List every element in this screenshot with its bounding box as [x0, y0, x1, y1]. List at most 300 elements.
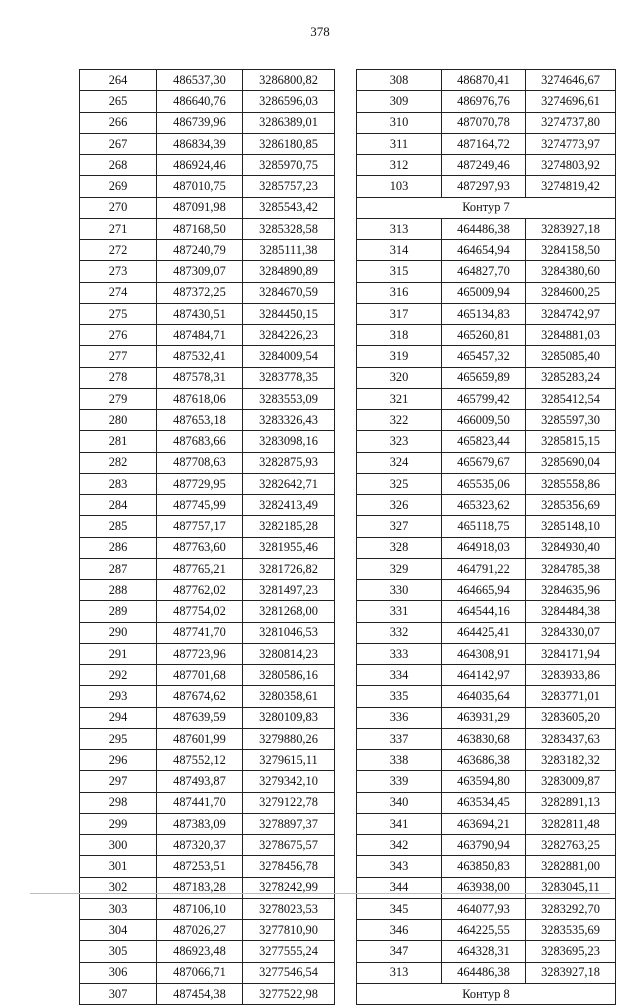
- point-number-cell: 337: [357, 728, 442, 749]
- y-coordinate-cell: 3285597,30: [526, 410, 616, 431]
- y-coordinate-cell: 3277522,98: [243, 983, 335, 1004]
- x-coordinate-cell: 487757,17: [157, 516, 243, 537]
- y-coordinate-cell: 3283927,18: [526, 962, 616, 983]
- contour-title-row: [357, 197, 616, 218]
- x-coordinate-cell: 487708,63: [157, 452, 243, 473]
- point-number-cell: 303: [80, 898, 157, 919]
- x-coordinate-cell: 487601,99: [157, 728, 243, 749]
- table-row: [357, 282, 616, 303]
- point-number-cell: 307: [80, 983, 157, 1004]
- table-row: [80, 261, 335, 282]
- y-coordinate-cell: 3279122,78: [243, 792, 335, 813]
- point-number-cell: 306: [80, 962, 157, 983]
- point-number-cell: 276: [80, 325, 157, 346]
- point-number-cell: 333: [357, 643, 442, 664]
- y-coordinate-cell: 3284450,15: [243, 303, 335, 324]
- table-row: [80, 410, 335, 431]
- point-number-cell: 314: [357, 240, 442, 261]
- table-row: [80, 665, 335, 686]
- y-coordinate-cell: 3283695,23: [526, 941, 616, 962]
- x-coordinate-cell: 486739,96: [157, 112, 243, 133]
- y-coordinate-cell: 3281268,00: [243, 601, 335, 622]
- x-coordinate-cell: 486834,39: [157, 133, 243, 154]
- table-row: [357, 643, 616, 664]
- x-coordinate-cell: 466009,50: [442, 410, 526, 431]
- y-coordinate-cell: 3278023,53: [243, 898, 335, 919]
- point-number-cell: 281: [80, 431, 157, 452]
- y-coordinate-cell: 3281046,53: [243, 622, 335, 643]
- x-coordinate-cell: 464328,31: [442, 941, 526, 962]
- x-coordinate-cell: 487297,93: [442, 176, 526, 197]
- table-row: [357, 112, 616, 133]
- table-row: [357, 367, 616, 388]
- table-row: [357, 495, 616, 516]
- point-number-cell: 332: [357, 622, 442, 643]
- point-number-cell: 305: [80, 941, 157, 962]
- x-coordinate-cell: 486870,41: [442, 70, 526, 91]
- x-coordinate-cell: 465457,32: [442, 346, 526, 367]
- point-number-cell: 323: [357, 431, 442, 452]
- point-number-cell: 279: [80, 388, 157, 409]
- contour-title-row: [357, 983, 616, 1004]
- point-number-cell: 315: [357, 261, 442, 282]
- x-coordinate-cell: 464425,41: [442, 622, 526, 643]
- point-number-cell: 296: [80, 750, 157, 771]
- y-coordinate-cell: 3274696,61: [526, 91, 616, 112]
- y-coordinate-cell: 3282881,00: [526, 856, 616, 877]
- x-coordinate-cell: 487164,72: [442, 133, 526, 154]
- y-coordinate-cell: 3286800,82: [243, 70, 335, 91]
- x-coordinate-cell: 487493,87: [157, 771, 243, 792]
- point-number-cell: 327: [357, 516, 442, 537]
- table-row: [357, 176, 616, 197]
- x-coordinate-cell: 465323,62: [442, 495, 526, 516]
- y-coordinate-cell: 3279880,26: [243, 728, 335, 749]
- table-row: [80, 240, 335, 261]
- y-coordinate-cell: 3280358,61: [243, 686, 335, 707]
- table-row: [357, 622, 616, 643]
- table-row: [80, 176, 335, 197]
- table-row: [357, 877, 616, 898]
- y-coordinate-cell: 3283292,70: [526, 898, 616, 919]
- y-coordinate-cell: 3285690,04: [526, 452, 616, 473]
- point-number-cell: 301: [80, 856, 157, 877]
- y-coordinate-cell: 3284484,38: [526, 601, 616, 622]
- point-number-cell: 339: [357, 771, 442, 792]
- x-coordinate-cell: 486640,76: [157, 91, 243, 112]
- point-number-cell: 270: [80, 197, 157, 218]
- y-coordinate-cell: 3282642,71: [243, 473, 335, 494]
- point-number-cell: 343: [357, 856, 442, 877]
- table-row: [357, 537, 616, 558]
- y-coordinate-cell: 3280586,16: [243, 665, 335, 686]
- point-number-cell: 312: [357, 155, 442, 176]
- y-coordinate-cell: 3283535,69: [526, 920, 616, 941]
- x-coordinate-cell: 487441,70: [157, 792, 243, 813]
- point-number-cell: 331: [357, 601, 442, 622]
- table-row: [80, 983, 335, 1004]
- table-row: [80, 91, 335, 112]
- y-coordinate-cell: 3283182,32: [526, 750, 616, 771]
- point-number-cell: 288: [80, 580, 157, 601]
- point-number-cell: 291: [80, 643, 157, 664]
- x-coordinate-cell: 487026,27: [157, 920, 243, 941]
- table-row: [80, 750, 335, 771]
- x-coordinate-cell: 487674,62: [157, 686, 243, 707]
- table-row: [357, 133, 616, 154]
- x-coordinate-cell: 464654,94: [442, 240, 526, 261]
- point-number-cell: 338: [357, 750, 442, 771]
- contour-title: Контур 8: [357, 983, 616, 1004]
- y-coordinate-cell: 3283553,09: [243, 388, 335, 409]
- table-row: [80, 218, 335, 239]
- x-coordinate-cell: 464035,64: [442, 686, 526, 707]
- point-number-cell: 268: [80, 155, 157, 176]
- y-coordinate-cell: 3283326,43: [243, 410, 335, 431]
- x-coordinate-cell: 487183,28: [157, 877, 243, 898]
- y-coordinate-cell: 3284881,03: [526, 325, 616, 346]
- y-coordinate-cell: 3274819,42: [526, 176, 616, 197]
- y-coordinate-cell: 3283098,16: [243, 431, 335, 452]
- x-coordinate-cell: 487618,06: [157, 388, 243, 409]
- x-coordinate-cell: 487253,51: [157, 856, 243, 877]
- point-number-cell: 280: [80, 410, 157, 431]
- x-coordinate-cell: 487745,99: [157, 495, 243, 516]
- y-coordinate-cell: 3281497,23: [243, 580, 335, 601]
- table-row: [80, 792, 335, 813]
- table-row: [357, 707, 616, 728]
- x-coordinate-cell: 464308,91: [442, 643, 526, 664]
- table-row: [357, 792, 616, 813]
- x-coordinate-cell: 464544,16: [442, 601, 526, 622]
- y-coordinate-cell: 3281726,82: [243, 558, 335, 579]
- x-coordinate-cell: 487010,75: [157, 176, 243, 197]
- y-coordinate-cell: 3282185,28: [243, 516, 335, 537]
- y-coordinate-cell: 3282413,49: [243, 495, 335, 516]
- y-coordinate-cell: 3283927,18: [526, 218, 616, 239]
- table-row: [80, 877, 335, 898]
- x-coordinate-cell: 487741,70: [157, 622, 243, 643]
- point-number-cell: 295: [80, 728, 157, 749]
- y-coordinate-cell: 3284158,50: [526, 240, 616, 261]
- table-row: [357, 261, 616, 282]
- x-coordinate-cell: 487754,02: [157, 601, 243, 622]
- y-coordinate-cell: 3286596,03: [243, 91, 335, 112]
- x-coordinate-cell: 487723,96: [157, 643, 243, 664]
- coordinates-table-right: [356, 69, 616, 1005]
- point-number-cell: 267: [80, 133, 157, 154]
- x-coordinate-cell: 487683,66: [157, 431, 243, 452]
- table-row: [80, 941, 335, 962]
- point-number-cell: 300: [80, 835, 157, 856]
- y-coordinate-cell: 3285111,38: [243, 240, 335, 261]
- table-row: [80, 367, 335, 388]
- y-coordinate-cell: 3277810,90: [243, 920, 335, 941]
- point-number-cell: 341: [357, 813, 442, 834]
- x-coordinate-cell: 487249,46: [442, 155, 526, 176]
- table-row: [80, 962, 335, 983]
- table-row: [80, 197, 335, 218]
- table-row: [357, 771, 616, 792]
- point-number-cell: 286: [80, 537, 157, 558]
- point-number-cell: 326: [357, 495, 442, 516]
- x-coordinate-cell: 487372,25: [157, 282, 243, 303]
- point-number-cell: 273: [80, 261, 157, 282]
- table-row: [357, 686, 616, 707]
- y-coordinate-cell: 3285085,40: [526, 346, 616, 367]
- y-coordinate-cell: 3274646,67: [526, 70, 616, 91]
- y-coordinate-cell: 3284330,07: [526, 622, 616, 643]
- y-coordinate-cell: 3284009,54: [243, 346, 335, 367]
- x-coordinate-cell: 464791,22: [442, 558, 526, 579]
- y-coordinate-cell: 3283933,86: [526, 665, 616, 686]
- point-number-cell: 290: [80, 622, 157, 643]
- point-number-cell: 309: [357, 91, 442, 112]
- x-coordinate-cell: 487070,78: [442, 112, 526, 133]
- point-number-cell: 340: [357, 792, 442, 813]
- point-number-cell: 299: [80, 813, 157, 834]
- x-coordinate-cell: 463790,94: [442, 835, 526, 856]
- x-coordinate-cell: 465009,94: [442, 282, 526, 303]
- x-coordinate-cell: 464225,55: [442, 920, 526, 941]
- point-number-cell: 335: [357, 686, 442, 707]
- y-coordinate-cell: 3283437,63: [526, 728, 616, 749]
- y-coordinate-cell: 3274737,80: [526, 112, 616, 133]
- x-coordinate-cell: 465134,83: [442, 303, 526, 324]
- table-row: [80, 835, 335, 856]
- x-coordinate-cell: 463830,68: [442, 728, 526, 749]
- table-row: [357, 665, 616, 686]
- x-coordinate-cell: 463594,80: [442, 771, 526, 792]
- x-coordinate-cell: 463938,00: [442, 877, 526, 898]
- y-coordinate-cell: 3283778,35: [243, 367, 335, 388]
- x-coordinate-cell: 487066,71: [157, 962, 243, 983]
- point-number-cell: 313: [357, 962, 442, 983]
- table-row: [80, 856, 335, 877]
- y-coordinate-cell: 3278242,99: [243, 877, 335, 898]
- point-number-cell: 277: [80, 346, 157, 367]
- table-row: [357, 388, 616, 409]
- x-coordinate-cell: 487653,18: [157, 410, 243, 431]
- y-coordinate-cell: 3284742,97: [526, 303, 616, 324]
- point-number-cell: 334: [357, 665, 442, 686]
- x-coordinate-cell: 463931,29: [442, 707, 526, 728]
- y-coordinate-cell: 3286180,85: [243, 133, 335, 154]
- y-coordinate-cell: 3277555,24: [243, 941, 335, 962]
- table-row: [357, 155, 616, 176]
- table-row: [80, 813, 335, 834]
- y-coordinate-cell: 3285356,69: [526, 495, 616, 516]
- x-coordinate-cell: 465118,75: [442, 516, 526, 537]
- point-number-cell: 328: [357, 537, 442, 558]
- contour-title: Контур 7: [357, 197, 616, 218]
- y-coordinate-cell: 3285543,42: [243, 197, 335, 218]
- x-coordinate-cell: 487430,51: [157, 303, 243, 324]
- y-coordinate-cell: 3280814,23: [243, 643, 335, 664]
- y-coordinate-cell: 3285328,58: [243, 218, 335, 239]
- y-coordinate-cell: 3285148,10: [526, 516, 616, 537]
- point-number-cell: 292: [80, 665, 157, 686]
- table-row: [80, 537, 335, 558]
- table-row: [80, 601, 335, 622]
- y-coordinate-cell: 3280109,83: [243, 707, 335, 728]
- table-row: [357, 240, 616, 261]
- y-coordinate-cell: 3284226,23: [243, 325, 335, 346]
- point-number-cell: 278: [80, 367, 157, 388]
- point-number-cell: 293: [80, 686, 157, 707]
- table-row: [357, 70, 616, 91]
- point-number-cell: 316: [357, 282, 442, 303]
- x-coordinate-cell: 464077,93: [442, 898, 526, 919]
- point-number-cell: 285: [80, 516, 157, 537]
- x-coordinate-cell: 487578,31: [157, 367, 243, 388]
- x-coordinate-cell: 486924,46: [157, 155, 243, 176]
- y-coordinate-cell: 3282875,93: [243, 452, 335, 473]
- point-number-cell: 272: [80, 240, 157, 261]
- x-coordinate-cell: 487454,38: [157, 983, 243, 1004]
- x-coordinate-cell: 487240,79: [157, 240, 243, 261]
- point-number-cell: 266: [80, 112, 157, 133]
- table-row: [80, 495, 335, 516]
- table-row: [357, 431, 616, 452]
- x-coordinate-cell: 487168,50: [157, 218, 243, 239]
- point-number-cell: 346: [357, 920, 442, 941]
- y-coordinate-cell: 3278456,78: [243, 856, 335, 877]
- table-row: [357, 473, 616, 494]
- x-coordinate-cell: 463694,21: [442, 813, 526, 834]
- x-coordinate-cell: 463686,38: [442, 750, 526, 771]
- point-number-cell: 275: [80, 303, 157, 324]
- table-row: [80, 686, 335, 707]
- x-coordinate-cell: 463534,45: [442, 792, 526, 813]
- y-coordinate-cell: 3284171,94: [526, 643, 616, 664]
- table-row: [357, 346, 616, 367]
- point-number-cell: 298: [80, 792, 157, 813]
- x-coordinate-cell: 487484,71: [157, 325, 243, 346]
- y-coordinate-cell: 3278675,57: [243, 835, 335, 856]
- point-number-cell: 317: [357, 303, 442, 324]
- table-row: [357, 835, 616, 856]
- x-coordinate-cell: 487763,60: [157, 537, 243, 558]
- x-coordinate-cell: 487639,59: [157, 707, 243, 728]
- point-number-cell: 322: [357, 410, 442, 431]
- point-number-cell: 324: [357, 452, 442, 473]
- point-number-cell: 345: [357, 898, 442, 919]
- table-row: [80, 112, 335, 133]
- point-number-cell: 344: [357, 877, 442, 898]
- point-number-cell: 321: [357, 388, 442, 409]
- y-coordinate-cell: 3284930,40: [526, 537, 616, 558]
- table-row: [357, 303, 616, 324]
- table-row: [357, 941, 616, 962]
- x-coordinate-cell: 487729,95: [157, 473, 243, 494]
- page-number: 378: [310, 24, 330, 39]
- x-coordinate-cell: 487320,37: [157, 835, 243, 856]
- table-row: [80, 898, 335, 919]
- x-coordinate-cell: 487701,68: [157, 665, 243, 686]
- x-coordinate-cell: 464827,70: [442, 261, 526, 282]
- point-number-cell: 308: [357, 70, 442, 91]
- table-row: [357, 325, 616, 346]
- table-row: [357, 91, 616, 112]
- point-number-cell: 289: [80, 601, 157, 622]
- point-number-cell: 284: [80, 495, 157, 516]
- y-coordinate-cell: 3282891,13: [526, 792, 616, 813]
- y-coordinate-cell: 3284635,96: [526, 580, 616, 601]
- point-number-cell: 325: [357, 473, 442, 494]
- table-row: [80, 771, 335, 792]
- table-row: [80, 622, 335, 643]
- point-number-cell: 302: [80, 877, 157, 898]
- x-coordinate-cell: 464486,38: [442, 218, 526, 239]
- x-coordinate-cell: 465659,89: [442, 367, 526, 388]
- table-row: [357, 962, 616, 983]
- x-coordinate-cell: 486976,76: [442, 91, 526, 112]
- y-coordinate-cell: 3285283,24: [526, 367, 616, 388]
- table-row: [80, 473, 335, 494]
- x-coordinate-cell: 465679,67: [442, 452, 526, 473]
- y-coordinate-cell: 3285412,54: [526, 388, 616, 409]
- table-row: [80, 282, 335, 303]
- table-row: [80, 558, 335, 579]
- y-coordinate-cell: 3282763,25: [526, 835, 616, 856]
- y-coordinate-cell: 3284890,89: [243, 261, 335, 282]
- table-row: [357, 558, 616, 579]
- y-coordinate-cell: 3279615,11: [243, 750, 335, 771]
- point-number-cell: 294: [80, 707, 157, 728]
- y-coordinate-cell: 3284600,25: [526, 282, 616, 303]
- table-row: [80, 920, 335, 941]
- y-coordinate-cell: 3282811,48: [526, 813, 616, 834]
- point-number-cell: 283: [80, 473, 157, 494]
- point-number-cell: 264: [80, 70, 157, 91]
- x-coordinate-cell: 465535,06: [442, 473, 526, 494]
- y-coordinate-cell: 3283605,20: [526, 707, 616, 728]
- y-coordinate-cell: 3286389,01: [243, 112, 335, 133]
- point-number-cell: 330: [357, 580, 442, 601]
- y-coordinate-cell: 3284785,38: [526, 558, 616, 579]
- table-row: [357, 813, 616, 834]
- point-number-cell: 329: [357, 558, 442, 579]
- x-coordinate-cell: 464486,38: [442, 962, 526, 983]
- y-coordinate-cell: 3285815,15: [526, 431, 616, 452]
- table-row: [357, 898, 616, 919]
- table-row: [80, 431, 335, 452]
- x-coordinate-cell: 487762,02: [157, 580, 243, 601]
- table-row: [357, 856, 616, 877]
- table-row: [80, 728, 335, 749]
- point-number-cell: 271: [80, 218, 157, 239]
- point-number-cell: 313: [357, 218, 442, 239]
- point-number-cell: 320: [357, 367, 442, 388]
- table-row: [357, 452, 616, 473]
- coordinates-table-left: [79, 69, 335, 1005]
- table-row: [80, 325, 335, 346]
- x-coordinate-cell: 464665,94: [442, 580, 526, 601]
- y-coordinate-cell: 3283771,01: [526, 686, 616, 707]
- point-number-cell: 304: [80, 920, 157, 941]
- x-coordinate-cell: 463850,83: [442, 856, 526, 877]
- table-row: [357, 728, 616, 749]
- point-number-cell: 297: [80, 771, 157, 792]
- table-row: [80, 133, 335, 154]
- table-row: [80, 516, 335, 537]
- y-coordinate-cell: 3274773,97: [526, 133, 616, 154]
- y-coordinate-cell: 3283045,11: [526, 877, 616, 898]
- point-number-cell: 336: [357, 707, 442, 728]
- y-coordinate-cell: 3285558,86: [526, 473, 616, 494]
- x-coordinate-cell: 487765,21: [157, 558, 243, 579]
